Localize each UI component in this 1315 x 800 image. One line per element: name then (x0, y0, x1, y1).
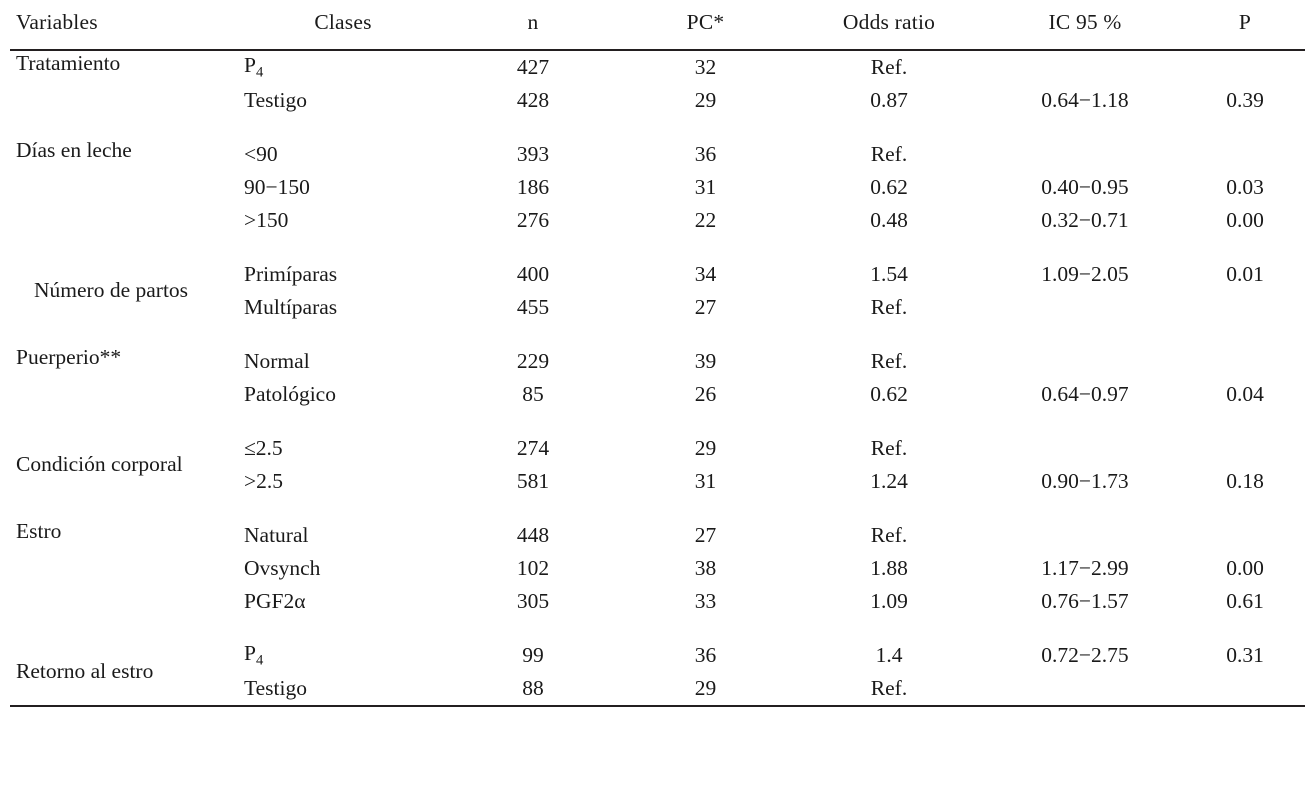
class-label: $P_4$ (244, 52, 264, 81)
cell-pc: 36 (694, 642, 717, 667)
cell-p (1185, 672, 1305, 706)
cell-n: 455 (516, 294, 550, 319)
class-label: Patológico (244, 381, 336, 406)
cell-ic95 (985, 432, 1185, 465)
cell-ic95 (985, 345, 1185, 378)
cell-ic95: 0.64−1.18 (1041, 87, 1129, 112)
class-label: Natural (244, 522, 309, 547)
variable-name: Retorno al estro (16, 659, 154, 684)
table-row (10, 639, 1305, 672)
cell-odds-ratio: 0.62 (870, 381, 908, 406)
cell-odds-ratio: Ref. (870, 141, 908, 166)
table-body (10, 50, 1305, 706)
class-label: 90−150 (244, 174, 310, 199)
cell-pc: 33 (694, 588, 717, 613)
cell-n: 99 (522, 642, 544, 667)
cell-odds-ratio: Ref. (870, 294, 908, 319)
cell-ic95 (985, 672, 1185, 706)
group-spacer (10, 498, 1305, 519)
cell-ic95 (985, 519, 1185, 552)
class-label: Multíparas (244, 294, 338, 319)
column-header-n: n (527, 10, 539, 34)
cell-n: 393 (516, 141, 550, 166)
class-label: >2.5 (244, 468, 284, 493)
variable-name: Número de partos (34, 278, 189, 303)
column-header-p: P (1238, 10, 1252, 34)
cell-n: 85 (522, 381, 544, 406)
table-row (10, 345, 1305, 378)
group-spacer-cell (10, 324, 1305, 345)
cell-pc: 22 (694, 207, 717, 232)
cell-odds-ratio: Ref. (870, 54, 908, 79)
cell-pc: 26 (694, 381, 717, 406)
cell-n: 400 (516, 261, 550, 286)
cell-odds-ratio: 0.62 (870, 174, 908, 199)
variable-name: Tratamiento (16, 51, 121, 75)
cell-ic95: 0.72−2.75 (1041, 642, 1129, 667)
cell-n: 581 (516, 468, 550, 493)
cell-pc: 32 (694, 54, 717, 79)
class-label: $P_4$ (244, 640, 264, 669)
cell-n: 448 (516, 522, 550, 547)
cell-p (1185, 291, 1305, 324)
class-label: Testigo (244, 87, 307, 112)
group-spacer-cell (10, 117, 1305, 138)
cell-pc: 36 (694, 141, 717, 166)
class-label: Primíparas (244, 261, 338, 286)
class-label: PGF2α (244, 588, 306, 613)
variable-name: Puerperio** (16, 345, 122, 369)
cell-ic95 (985, 291, 1185, 324)
cell-p: 0.18 (1226, 468, 1264, 493)
cell-pc: 39 (694, 348, 717, 373)
cell-pc: 29 (694, 87, 717, 112)
cell-n: 88 (522, 675, 544, 700)
cell-ic95: 1.09−2.05 (1041, 261, 1129, 286)
variable-name: Condición corporal (16, 452, 183, 477)
cell-odds-ratio: 1.4 (875, 642, 903, 667)
statistics-table (10, 0, 1305, 707)
cell-ic95: 0.90−1.73 (1041, 468, 1129, 493)
cell-odds-ratio: Ref. (870, 522, 908, 547)
table-row (10, 138, 1305, 171)
class-label: Testigo (244, 675, 307, 700)
variable-name: Estro (16, 519, 62, 543)
cell-n: 305 (516, 588, 550, 613)
group-spacer-cell (10, 498, 1305, 519)
table-row (10, 50, 1305, 84)
cell-odds-ratio: Ref. (870, 675, 908, 700)
column-header-ic95: IC 95 % (1048, 10, 1122, 34)
cell-ic95: 0.76−1.57 (1041, 588, 1129, 613)
cell-ic95: 0.64−0.97 (1041, 381, 1129, 406)
cell-pc: 27 (694, 522, 717, 547)
group-spacer (10, 117, 1305, 138)
cell-pc: 31 (694, 174, 717, 199)
table-row (10, 519, 1305, 552)
table-header (10, 0, 1305, 50)
cell-n: 427 (516, 54, 550, 79)
class-label: Normal (244, 348, 310, 373)
cell-ic95: 0.40−0.95 (1041, 174, 1129, 199)
column-header-pc: PC* (686, 10, 725, 34)
group-spacer (10, 618, 1305, 639)
cell-ic95: 0.32−0.71 (1041, 207, 1129, 232)
cell-p (1185, 50, 1305, 84)
group-spacer-cell (10, 618, 1305, 639)
cell-p: 0.39 (1226, 87, 1264, 112)
class-label: <90 (244, 141, 278, 166)
class-label: >150 (244, 207, 289, 232)
cell-n: 276 (516, 207, 550, 232)
cell-odds-ratio: 1.54 (870, 261, 908, 286)
cell-p (1185, 345, 1305, 378)
cell-odds-ratio: 1.88 (870, 555, 908, 580)
cell-pc: 27 (694, 294, 717, 319)
cell-odds-ratio: 1.09 (870, 588, 908, 613)
cell-pc: 29 (694, 435, 717, 460)
class-label: Ovsynch (244, 555, 321, 580)
group-spacer-cell (10, 411, 1305, 432)
table-row (10, 258, 1305, 291)
class-label: ≤2.5 (244, 435, 283, 460)
cell-ic95 (985, 50, 1185, 84)
variable-name: Días en leche (16, 138, 132, 162)
group-spacer (10, 411, 1305, 432)
cell-n: 102 (516, 555, 550, 580)
group-spacer (10, 237, 1305, 258)
cell-odds-ratio: 0.48 (870, 207, 908, 232)
cell-n: 186 (516, 174, 550, 199)
cell-pc: 29 (694, 675, 717, 700)
cell-n: 229 (516, 348, 550, 373)
cell-pc: 38 (694, 555, 717, 580)
cell-odds-ratio: 1.24 (870, 468, 908, 493)
cell-odds-ratio: Ref. (870, 435, 908, 460)
cell-p: 0.04 (1226, 381, 1264, 406)
cell-ic95: 1.17−2.99 (1041, 555, 1129, 580)
cell-odds-ratio: Ref. (870, 348, 908, 373)
table-row (10, 432, 1305, 465)
group-spacer (10, 324, 1305, 345)
cell-p: 0.61 (1226, 588, 1264, 613)
cell-p: 0.01 (1226, 261, 1264, 286)
cell-p: 0.00 (1226, 555, 1264, 580)
cell-p: 0.31 (1226, 642, 1264, 667)
column-header-odds-ratio: Odds ratio (842, 10, 936, 34)
cell-p: 0.03 (1226, 174, 1264, 199)
cell-pc: 34 (694, 261, 717, 286)
column-header-variables: Variables (16, 10, 98, 34)
group-spacer-cell (10, 237, 1305, 258)
cell-p (1185, 138, 1305, 171)
cell-odds-ratio: 0.87 (870, 87, 908, 112)
cell-p (1185, 432, 1305, 465)
cell-n: 428 (516, 87, 550, 112)
cell-pc: 31 (694, 468, 717, 493)
cell-p (1185, 519, 1305, 552)
column-header-clases: Clases (314, 10, 372, 34)
cell-n: 274 (516, 435, 550, 460)
cell-p: 0.00 (1226, 207, 1264, 232)
cell-ic95 (985, 138, 1185, 171)
